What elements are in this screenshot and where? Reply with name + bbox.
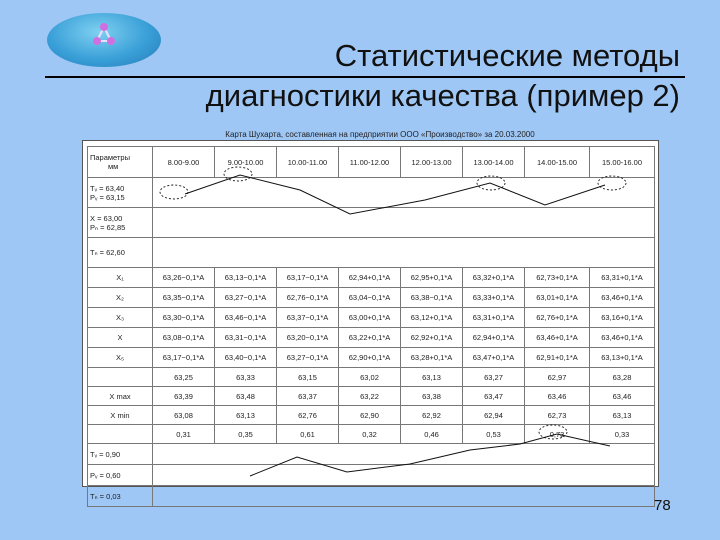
range-chart-area-middle <box>153 465 655 486</box>
mean-chart-row-upper <box>88 178 655 208</box>
stat-row-min <box>88 406 655 425</box>
cell: 63,46+0,1*A <box>590 288 655 308</box>
cell: 62,90 <box>339 406 401 425</box>
cell: 63,47+0,1*A <box>463 348 525 368</box>
params-header <box>88 147 153 178</box>
cell: 63,33+0,1*A <box>463 288 525 308</box>
cell: 63,32+0,1*A <box>463 268 525 288</box>
row-label: X <box>88 328 153 348</box>
time-slot: 15.00-16.00 <box>590 147 655 178</box>
range-lower-label: Tₙ = 0,03 <box>88 486 153 507</box>
row-label: X₂ <box>88 288 153 308</box>
cell: 63,13 <box>215 406 277 425</box>
row-label: X max <box>88 387 153 406</box>
cell: 63,39 <box>153 387 215 406</box>
row-label <box>88 368 153 387</box>
cell: 0,61 <box>277 425 339 444</box>
cell: 63,38 <box>401 387 463 406</box>
mean-chart-area-lower <box>153 238 655 268</box>
stat-row-max <box>88 387 655 406</box>
row-label <box>88 425 153 444</box>
row-label: X min <box>88 406 153 425</box>
cell: 63,46 <box>590 387 655 406</box>
row-label: X₃ <box>88 308 153 328</box>
range-chart-row-lower <box>88 486 655 507</box>
cell: 63,35−0,1*A <box>153 288 215 308</box>
mean-chart-row-middle <box>88 208 655 238</box>
cell: 63,31−0,1*A <box>215 328 277 348</box>
range-control-label: Pᵥ = 0,60 <box>88 465 153 486</box>
cell: 63,16+0,1*A <box>590 308 655 328</box>
cell: 63,47 <box>463 387 525 406</box>
range-chart-row-middle <box>88 465 655 486</box>
cell: 62,76+0,1*A <box>525 308 590 328</box>
cell: 62,76 <box>277 406 339 425</box>
upper-tolerance-label: Tᵥ = 63,40 <box>90 183 125 193</box>
measurement-row <box>88 268 655 288</box>
range-chart-row-upper <box>88 444 655 465</box>
cell: 63,31+0,1*A <box>463 308 525 328</box>
stat-row-range <box>88 425 655 444</box>
cell: 63,48 <box>215 387 277 406</box>
lower-tolerance-label: Tₙ = 62,60 <box>88 238 153 268</box>
center-line-labels <box>88 208 153 238</box>
cell: 0,73 <box>525 425 590 444</box>
params-header-label: Параметры <box>90 153 130 162</box>
measurement-row <box>88 328 655 348</box>
cell: 63,27−0,1*A <box>215 288 277 308</box>
range-upper-label: Tᵥ = 0,90 <box>88 444 153 465</box>
cell: 63,33 <box>215 368 277 387</box>
slide-title-line-2: диагностики качества (пример 2) <box>205 78 680 113</box>
cell: 62,76−0,1*A <box>277 288 339 308</box>
cell: 63,40−0,1*A <box>215 348 277 368</box>
cell: 63,22 <box>339 387 401 406</box>
cell: 63,25 <box>153 368 215 387</box>
cell: 63,13 <box>401 368 463 387</box>
cell: 63,37 <box>277 387 339 406</box>
cell: 63,46 <box>525 387 590 406</box>
cell: 63,13−0,1*A <box>215 268 277 288</box>
cell: 63,17−0,1*A <box>277 268 339 288</box>
cell: 63,02 <box>339 368 401 387</box>
cell: 63,28 <box>590 368 655 387</box>
time-slot: 9.00-10.00 <box>215 147 277 178</box>
time-slot: 12.00-13.00 <box>401 147 463 178</box>
chart-caption: Карта Шухарта, составленная на предприятии ООО «Производство» за 20.03.2000 <box>225 130 535 139</box>
lower-control-label: Pₙ = 62,85 <box>90 222 126 232</box>
cell: 63,00+0,1*A <box>339 308 401 328</box>
cell: 63,28+0,1*A <box>401 348 463 368</box>
cell: 0,46 <box>401 425 463 444</box>
control-limit-labels <box>88 178 153 208</box>
cell: 63,31+0,1*A <box>590 268 655 288</box>
title-divider <box>45 76 685 78</box>
mean-chart-area-upper <box>153 178 655 208</box>
cell: 62,94+0,1*A <box>339 268 401 288</box>
stat-row-mean <box>88 368 655 387</box>
cell: 0,33 <box>590 425 655 444</box>
cell: 63,46−0,1*A <box>215 308 277 328</box>
cell: 63,26−0,1*A <box>153 268 215 288</box>
cell: 63,22+0,1*A <box>339 328 401 348</box>
cell: 62,94+0,1*A <box>463 328 525 348</box>
cell: 62,92 <box>401 406 463 425</box>
cell: 63,46+0,1*A <box>525 328 590 348</box>
mean-chart-area-middle <box>153 208 655 238</box>
cell: 63,15 <box>277 368 339 387</box>
header-row <box>88 147 655 178</box>
cell: 0,53 <box>463 425 525 444</box>
cell: 62,97 <box>525 368 590 387</box>
upper-control-label: Pᵥ = 63,15 <box>90 192 125 202</box>
cell: 63,04−0,1*A <box>339 288 401 308</box>
cell: 63,27−0,1*A <box>277 348 339 368</box>
cell: 62,91+0,1*A <box>525 348 590 368</box>
cell: 63,08 <box>153 406 215 425</box>
range-chart-area-lower <box>153 486 655 507</box>
center-line-label: X = 63,00 <box>90 213 123 223</box>
cell: 62,90+0,1*A <box>339 348 401 368</box>
cell: 63,46+0,1*A <box>590 328 655 348</box>
cell: 0,35 <box>215 425 277 444</box>
time-slot: 14.00-15.00 <box>525 147 590 178</box>
time-slot: 13.00-14.00 <box>463 147 525 178</box>
time-slot: 11.00-12.00 <box>339 147 401 178</box>
range-chart-area-upper <box>153 444 655 465</box>
cell: 63,13+0,1*A <box>590 348 655 368</box>
measurement-row <box>88 348 655 368</box>
cell: 62,95+0,1*A <box>401 268 463 288</box>
measurement-row <box>88 288 655 308</box>
cell: 63,17−0,1*A <box>153 348 215 368</box>
page-number: 78 <box>654 497 671 514</box>
cell: 63,01+0,1*A <box>525 288 590 308</box>
cell: 62,92+0,1*A <box>401 328 463 348</box>
mean-chart-row-lower <box>88 238 655 268</box>
params-unit: мм <box>108 162 119 171</box>
cell: 63,27 <box>463 368 525 387</box>
cell: 63,08−0,1*A <box>153 328 215 348</box>
shewhart-chart-table <box>87 146 655 507</box>
row-label: X₅ <box>88 348 153 368</box>
cell: 63,30−0,1*A <box>153 308 215 328</box>
cell: 62,73+0,1*A <box>525 268 590 288</box>
time-slot: 10.00-11.00 <box>277 147 339 178</box>
cell: 63,13 <box>590 406 655 425</box>
cell: 0,31 <box>153 425 215 444</box>
cell: 63,37−0,1*A <box>277 308 339 328</box>
cell: 63,12+0,1*A <box>401 308 463 328</box>
cell: 63,38−0,1*A <box>401 288 463 308</box>
cell: 62,94 <box>463 406 525 425</box>
cell: 0,32 <box>339 425 401 444</box>
measurement-row <box>88 308 655 328</box>
slide-title-line-1: Статистические методы <box>334 38 680 73</box>
time-slot: 8.00-9.00 <box>153 147 215 178</box>
row-label: X₁ <box>88 268 153 288</box>
cell: 63,20−0,1*A <box>277 328 339 348</box>
cell: 62,73 <box>525 406 590 425</box>
